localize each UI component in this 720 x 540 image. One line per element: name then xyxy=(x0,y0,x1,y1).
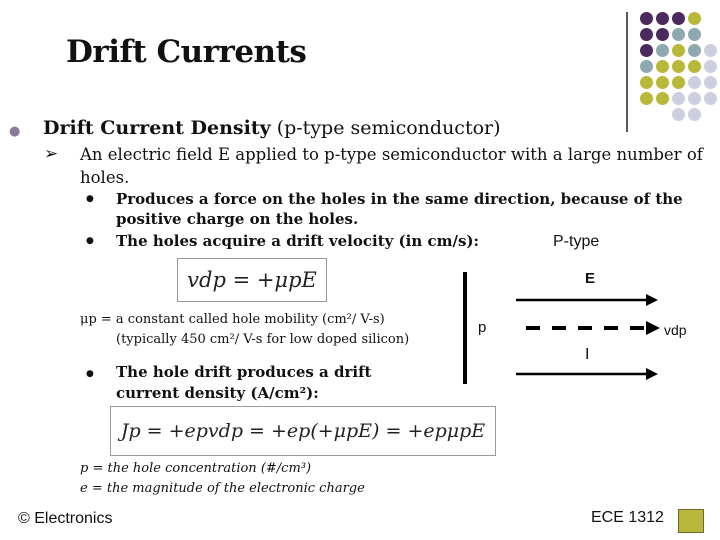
dot xyxy=(688,76,701,89)
arrow-bullet-icon: ➢ xyxy=(44,144,59,164)
diagram-bracket xyxy=(470,280,471,281)
section-heading xyxy=(43,117,501,139)
dot xyxy=(656,28,669,41)
dot xyxy=(688,92,701,105)
drift-velocity-label: vdp xyxy=(664,322,687,338)
dot xyxy=(672,44,685,57)
electronic-charge-definition: e = the magnitude of the electronic charge xyxy=(80,481,365,496)
dot xyxy=(672,12,685,25)
dot xyxy=(688,44,701,57)
dot xyxy=(656,60,669,73)
dot xyxy=(688,28,701,41)
dot xyxy=(656,12,669,25)
hole-p-label: p xyxy=(478,319,487,336)
ptype-label: P-type xyxy=(553,233,600,250)
dot xyxy=(688,60,701,73)
dot xyxy=(640,28,653,41)
hole-concentration-definition: p = the hole concentration (#/cm³) xyxy=(80,461,312,476)
dot xyxy=(688,12,701,25)
current-i-label: I xyxy=(585,346,590,363)
dot xyxy=(672,92,685,105)
bullet-dot-icon: ● xyxy=(86,236,94,246)
bullet-dot-icon: ● xyxy=(86,369,94,379)
field-arrow xyxy=(516,294,658,306)
heading-bold: Drift Current Density xyxy=(43,117,271,139)
dot xyxy=(672,76,685,89)
field-e-label: E xyxy=(585,270,596,287)
dot xyxy=(672,28,685,41)
dot xyxy=(640,12,653,25)
title-divider-line xyxy=(626,12,628,132)
dot xyxy=(688,108,701,121)
sub-point-text: An electric field E applied to p-type semiconductor with a large number of holes. xyxy=(80,145,703,187)
heading-bullet-icon: ● xyxy=(9,124,21,139)
dot xyxy=(704,92,717,105)
dot xyxy=(640,44,653,57)
footer-course-code: ECE 1312 xyxy=(591,509,664,526)
drift-velocity-equation: vdp = +μpE xyxy=(177,258,327,302)
mobility-typical-value: (typically 450 cm²/ V-s for low doped silicon) xyxy=(116,332,410,347)
dot xyxy=(704,44,717,57)
footer-logo-icon xyxy=(678,509,704,533)
dot xyxy=(656,76,669,89)
bullet-text-velocity: The holes acquire a drift velocity (in cm/s): xyxy=(116,232,480,250)
dot xyxy=(672,60,685,73)
mobility-definition: μp = a constant called hole mobility (cm²/ V-s) xyxy=(80,312,385,327)
current-density-equation: Jp = +epvdp = +ep(+μpE) = +epμpE xyxy=(110,406,496,456)
current-arrow xyxy=(516,368,658,380)
hole-dashed-arrow xyxy=(526,321,660,335)
dot xyxy=(656,92,669,105)
dot xyxy=(640,76,653,89)
dot xyxy=(672,108,685,121)
dot xyxy=(704,76,717,89)
footer-copyright: © Electronics xyxy=(18,510,113,527)
bullet-text-current-line2: current density (A/cm²): xyxy=(116,384,319,402)
bullet-text-current-line1: The hole drift produces a drift xyxy=(116,363,372,381)
heading-normal: (p-type semiconductor) xyxy=(276,117,501,139)
dot xyxy=(656,44,669,57)
bullet-dot-icon: ● xyxy=(86,194,94,204)
slide-title: Drift Currents xyxy=(66,34,307,70)
semiconductor-bar-frame xyxy=(463,272,467,384)
bullet-text-force: Produces a force on the holes in the same direction, because of the positive charge on the holes. xyxy=(116,190,683,228)
dot xyxy=(704,60,717,73)
dot-grid-decoration xyxy=(638,12,718,122)
dot xyxy=(640,92,653,105)
dot xyxy=(640,60,653,73)
